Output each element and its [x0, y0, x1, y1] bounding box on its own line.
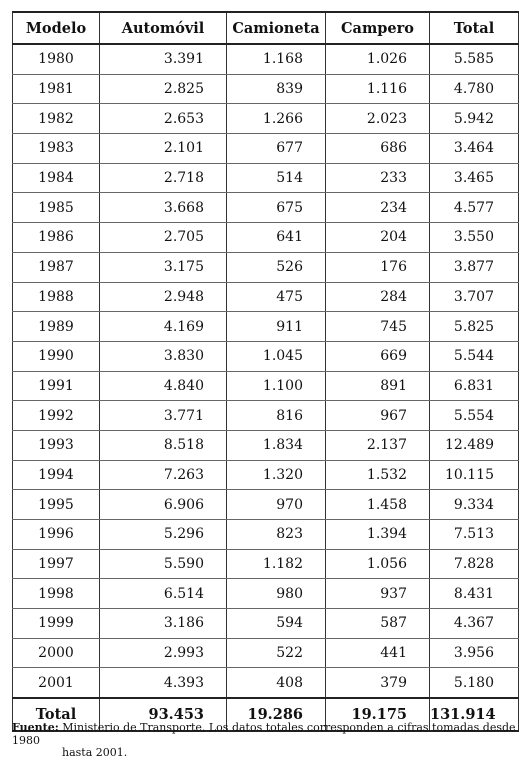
- cell-total: 5.180: [430, 668, 519, 698]
- cell-automovil: 3.668: [100, 193, 227, 223]
- cell-total: 3.465: [430, 163, 519, 193]
- cell-automovil: 2.993: [100, 638, 227, 668]
- cell-automovil: 4.393: [100, 668, 227, 698]
- table-row: [13, 193, 519, 223]
- cell-camioneta: 1.266: [227, 104, 326, 134]
- cell-campero: 745: [326, 312, 430, 342]
- cell-total: 12.489: [430, 430, 519, 460]
- cell-camioneta: 839: [227, 74, 326, 104]
- cell-campero: 1.532: [326, 460, 430, 490]
- cell-camioneta: 641: [227, 223, 326, 253]
- totals-campero: 19.175: [326, 698, 430, 731]
- totals-total: 131.914: [430, 698, 519, 731]
- cell-modelo: 1987: [13, 252, 100, 282]
- cell-camioneta: 1.045: [227, 341, 326, 371]
- table-row: [13, 104, 519, 134]
- table-row: [13, 282, 519, 312]
- cell-total: 5.554: [430, 401, 519, 431]
- header-total: Total: [430, 12, 519, 44]
- cell-modelo: 1981: [13, 74, 100, 104]
- cell-modelo: 1986: [13, 223, 100, 253]
- footnote-label: Fuente:: [12, 721, 59, 734]
- cell-modelo: 1990: [13, 341, 100, 371]
- cell-automovil: 2.825: [100, 74, 227, 104]
- totals-automovil: 93.453: [100, 698, 227, 731]
- cell-automovil: 2.718: [100, 163, 227, 193]
- cell-automovil: 6.514: [100, 579, 227, 609]
- cell-camioneta: 675: [227, 193, 326, 223]
- table-row: [13, 638, 519, 668]
- source-footnote: [12, 722, 518, 760]
- cell-automovil: 5.590: [100, 549, 227, 579]
- cell-camioneta: 823: [227, 520, 326, 550]
- totals-camioneta: 19.286: [227, 698, 326, 731]
- table-row: [13, 312, 519, 342]
- cell-campero: 284: [326, 282, 430, 312]
- cell-campero: 204: [326, 223, 430, 253]
- cell-campero: 1.458: [326, 490, 430, 520]
- footnote-continuation: hasta 2001.: [62, 746, 128, 759]
- table-row: [13, 134, 519, 164]
- cell-camioneta: 970: [227, 490, 326, 520]
- header-camioneta: Camioneta: [227, 12, 326, 44]
- cell-total: 3.464: [430, 134, 519, 164]
- cell-campero: 1.116: [326, 74, 430, 104]
- cell-total: 3.550: [430, 223, 519, 253]
- table-row: [13, 252, 519, 282]
- cell-campero: 1.026: [326, 44, 430, 74]
- cell-modelo: 1988: [13, 282, 100, 312]
- cell-campero: 686: [326, 134, 430, 164]
- cell-campero: 1.056: [326, 549, 430, 579]
- cell-modelo: 1997: [13, 549, 100, 579]
- cell-total: 4.577: [430, 193, 519, 223]
- cell-automovil: 3.830: [100, 341, 227, 371]
- cell-modelo: 1998: [13, 579, 100, 609]
- cell-modelo: 1989: [13, 312, 100, 342]
- cell-modelo: 1993: [13, 430, 100, 460]
- cell-total: 3.877: [430, 252, 519, 282]
- cell-automovil: 2.948: [100, 282, 227, 312]
- cell-modelo: 1985: [13, 193, 100, 223]
- cell-camioneta: 408: [227, 668, 326, 698]
- cell-automovil: 2.653: [100, 104, 227, 134]
- cell-automovil: 2.101: [100, 134, 227, 164]
- table-body: [13, 44, 519, 698]
- cell-campero: 587: [326, 609, 430, 639]
- cell-modelo: 2001: [13, 668, 100, 698]
- cell-camioneta: 514: [227, 163, 326, 193]
- table-row: [13, 163, 519, 193]
- cell-automovil: 8.518: [100, 430, 227, 460]
- cell-camioneta: 677: [227, 134, 326, 164]
- header-campero: Campero: [326, 12, 430, 44]
- table-row: [13, 371, 519, 401]
- cell-modelo: 1983: [13, 134, 100, 164]
- cell-campero: 2.023: [326, 104, 430, 134]
- table-row: [13, 490, 519, 520]
- cell-campero: 967: [326, 401, 430, 431]
- cell-total: 5.825: [430, 312, 519, 342]
- footnote-text: Ministerio de Transporte. Los datos totales corresponden a cifras tomadas desde 1980: [12, 721, 516, 747]
- cell-camioneta: 526: [227, 252, 326, 282]
- cell-campero: 234: [326, 193, 430, 223]
- cell-total: 9.334: [430, 490, 519, 520]
- cell-campero: 233: [326, 163, 430, 193]
- cell-total: 6.831: [430, 371, 519, 401]
- header-automovil: Automóvil: [100, 12, 227, 44]
- totals-label: Total: [13, 698, 100, 731]
- cell-modelo: 1995: [13, 490, 100, 520]
- cell-total: 8.431: [430, 579, 519, 609]
- table-row: [13, 579, 519, 609]
- cell-modelo: 1992: [13, 401, 100, 431]
- cell-campero: 2.137: [326, 430, 430, 460]
- cell-camioneta: 594: [227, 609, 326, 639]
- cell-campero: 891: [326, 371, 430, 401]
- cell-camioneta: 1.168: [227, 44, 326, 74]
- cell-total: 7.828: [430, 549, 519, 579]
- cell-total: 4.367: [430, 609, 519, 639]
- cell-automovil: 5.296: [100, 520, 227, 550]
- cell-modelo: 1999: [13, 609, 100, 639]
- cell-automovil: 6.906: [100, 490, 227, 520]
- cell-campero: 937: [326, 579, 430, 609]
- cell-campero: 669: [326, 341, 430, 371]
- cell-automovil: 4.840: [100, 371, 227, 401]
- cell-total: 5.942: [430, 104, 519, 134]
- cell-campero: 1.394: [326, 520, 430, 550]
- cell-camioneta: 816: [227, 401, 326, 431]
- table-row: [13, 44, 519, 74]
- table-row: [13, 430, 519, 460]
- cell-modelo: 2000: [13, 638, 100, 668]
- cell-automovil: 3.175: [100, 252, 227, 282]
- table-row: [13, 549, 519, 579]
- cell-campero: 379: [326, 668, 430, 698]
- cell-total: 3.956: [430, 638, 519, 668]
- table-row: [13, 74, 519, 104]
- cell-modelo: 1991: [13, 371, 100, 401]
- cell-camioneta: 1.834: [227, 430, 326, 460]
- table-row: [13, 460, 519, 490]
- cell-automovil: 3.391: [100, 44, 227, 74]
- cell-camioneta: 1.100: [227, 371, 326, 401]
- cell-total: 3.707: [430, 282, 519, 312]
- cell-automovil: 4.169: [100, 312, 227, 342]
- table-row: [13, 609, 519, 639]
- cell-total: 7.513: [430, 520, 519, 550]
- table-row: [13, 341, 519, 371]
- cell-camioneta: 522: [227, 638, 326, 668]
- cell-camioneta: 980: [227, 579, 326, 609]
- cell-total: 5.544: [430, 341, 519, 371]
- cell-total: 10.115: [430, 460, 519, 490]
- table-row: [13, 401, 519, 431]
- cell-total: 4.780: [430, 74, 519, 104]
- table-row: [13, 520, 519, 550]
- cell-modelo: 1996: [13, 520, 100, 550]
- cell-automovil: 7.263: [100, 460, 227, 490]
- cell-total: 5.585: [430, 44, 519, 74]
- table-row: [13, 668, 519, 698]
- cell-camioneta: 1.320: [227, 460, 326, 490]
- cell-automovil: 3.186: [100, 609, 227, 639]
- cell-automovil: 3.771: [100, 401, 227, 431]
- cell-camioneta: 911: [227, 312, 326, 342]
- cell-camioneta: 475: [227, 282, 326, 312]
- header-row: [13, 12, 519, 44]
- cell-automovil: 2.705: [100, 223, 227, 253]
- cell-campero: 176: [326, 252, 430, 282]
- vehicle-table: [12, 11, 519, 732]
- cell-modelo: 1980: [13, 44, 100, 74]
- cell-modelo: 1984: [13, 163, 100, 193]
- cell-campero: 441: [326, 638, 430, 668]
- cell-modelo: 1982: [13, 104, 100, 134]
- table-row: [13, 223, 519, 253]
- table-header: [13, 12, 519, 44]
- cell-modelo: 1994: [13, 460, 100, 490]
- cell-camioneta: 1.182: [227, 549, 326, 579]
- header-modelo: Modelo: [13, 12, 100, 44]
